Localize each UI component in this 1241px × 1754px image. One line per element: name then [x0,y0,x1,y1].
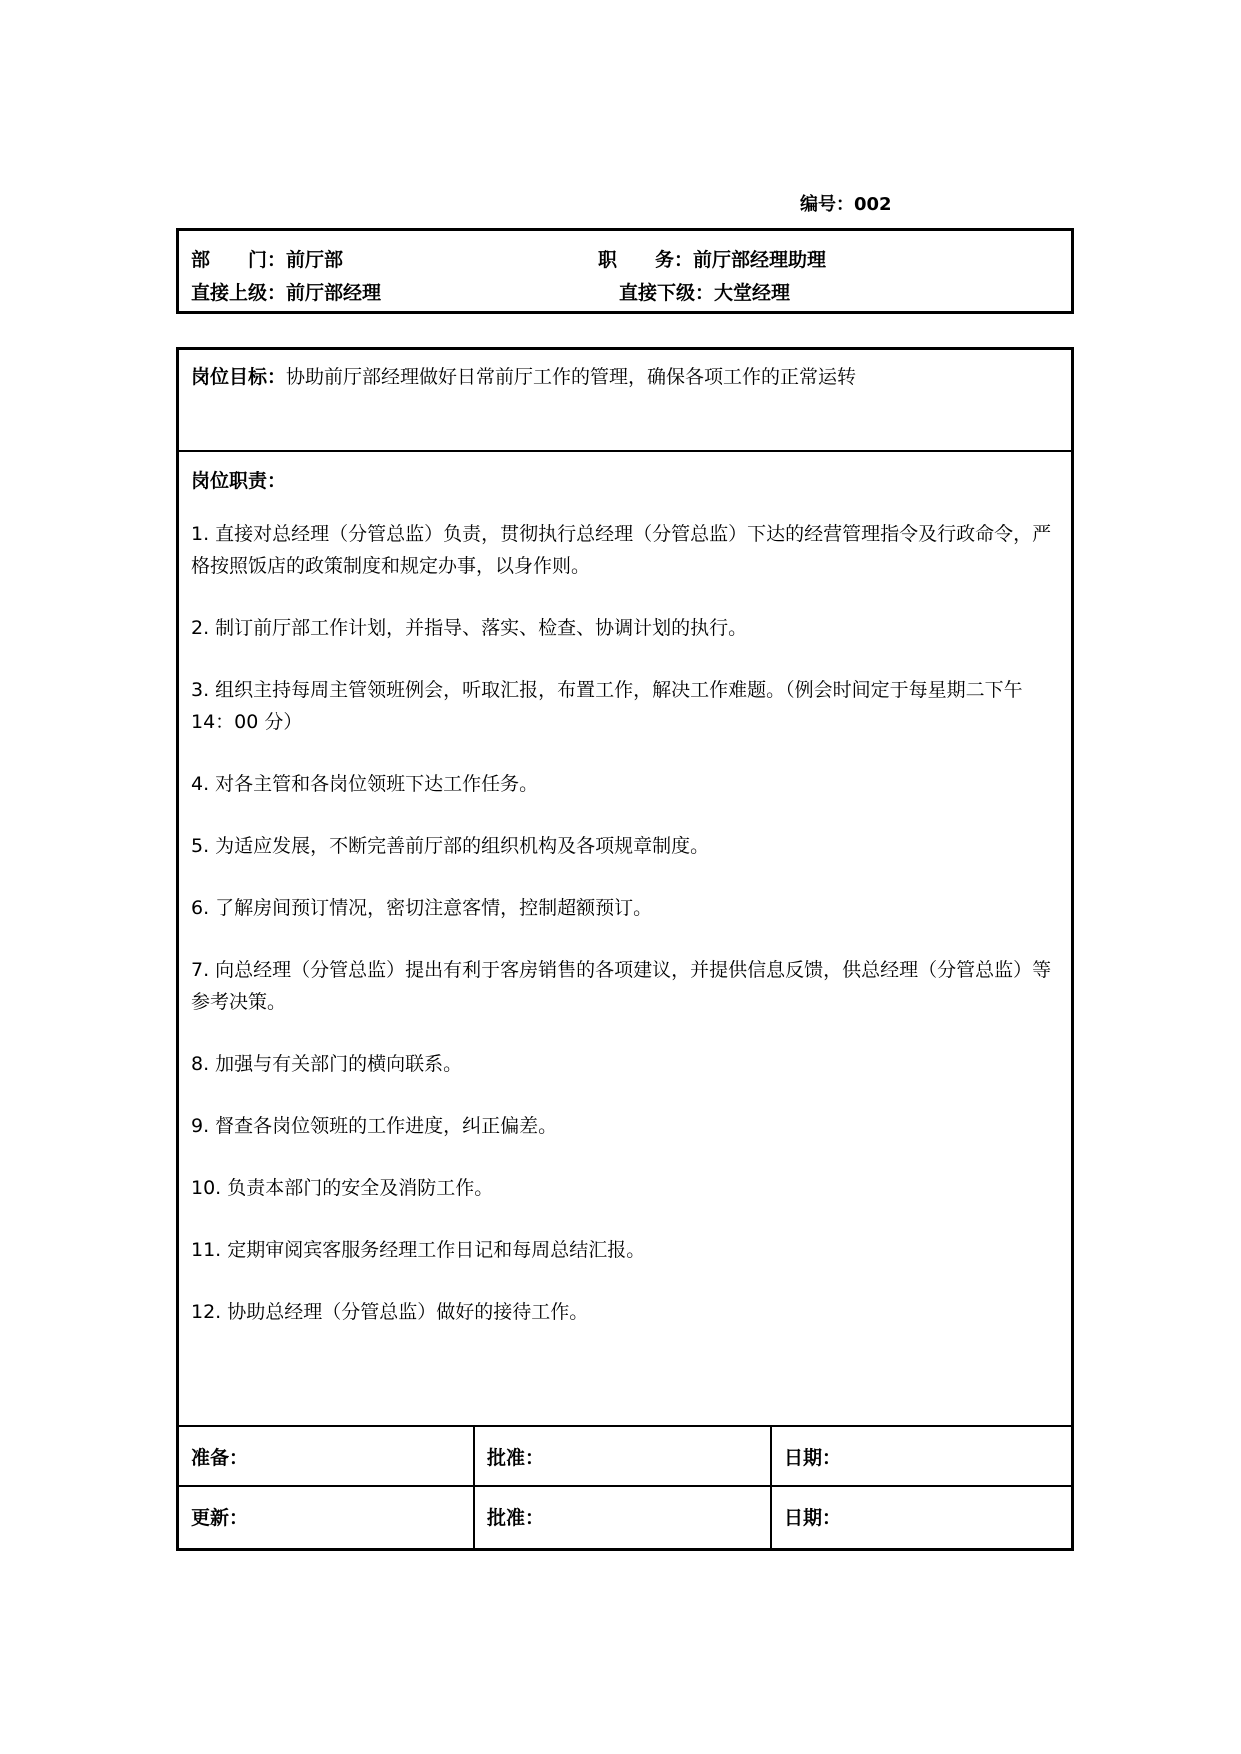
duty-item: 1. 直接对总经理（分管总监）负责，贯彻执行总经理（分管总监）下达的经营管理指令及行政命令，严格按照饭店的政策制度和规定办事，以身作则。 [191,523,1052,577]
duty-item: 7. 向总经理（分管总监）提出有利于客房销售的各项建议，并提供信息反馈，供总经理（分管总监）等参考决策。 [191,959,1052,1013]
subordinate-row [619,278,790,305]
updated-by-label: 更新： [191,1507,249,1529]
duties-title: 岗位职责： [191,470,287,492]
approved-by-label: 批准： [487,1507,545,1529]
duty-item: 9. 督查各岗位领班的工作进度，纠正偏差。 [191,1115,558,1137]
column-divider [473,1425,475,1548]
date-label: 日期： [784,1447,842,1469]
divider [179,450,1071,452]
duties-list [191,518,1061,1358]
department-label: 部 门： [191,249,287,271]
duty-item: 2. 制订前厅部工作计划，并指导、落实、检查、协调计划的执行。 [191,617,748,639]
prepared-by-label: 准备： [191,1447,249,1469]
duty-item: 4. 对各主管和各岗位领班下达工作任务。 [191,773,539,795]
department-row [191,245,343,272]
superior-row [191,278,381,305]
approved-by-label: 批准： [487,1447,545,1469]
subordinate-label: 直接下级： [619,282,715,304]
position-label: 职 务： [598,249,694,271]
duty-item: 3. 组织主持每周主管领班例会，听取汇报，布置工作，解决工作难题。（例会时间定于每星期二下午 14：00 分） [191,679,1023,733]
job-goal-text: 协助前厅部经理做好日常前厅工作的管理，确保各项工作的正常运转 [286,366,857,388]
department-value: 前厅部 [286,249,344,271]
job-goal [191,362,856,389]
date-label: 日期： [784,1507,842,1529]
duty-item: 6. 了解房间预订情况，密切注意客情，控制超额预订。 [191,897,653,919]
column-divider [770,1425,772,1548]
superior-label: 直接上级： [191,282,287,304]
job-description-box [176,347,1074,1551]
divider [179,1425,1071,1427]
duty-item: 5. 为适应发展，不断完善前厅部的组织机构及各项规章制度。 [191,835,710,857]
duty-item: 11. 定期审阅宾客服务经理工作日记和每周总结汇报。 [191,1239,646,1261]
divider [179,1485,1071,1487]
position-row [598,245,826,272]
duty-item: 12. 协助总经理（分管总监）做好的接待工作。 [191,1301,589,1323]
duty-item: 8. 加强与有关部门的横向联系。 [191,1053,463,1075]
duty-item: 10. 负责本部门的安全及消防工作。 [191,1177,494,1199]
subordinate-value: 大堂经理 [714,282,791,304]
document-number: 编号：002 [800,194,892,215]
job-goal-label: 岗位目标： [191,366,287,388]
position-value: 前厅部经理助理 [693,249,827,271]
superior-value: 前厅部经理 [286,282,382,304]
header-info-box [176,228,1074,314]
